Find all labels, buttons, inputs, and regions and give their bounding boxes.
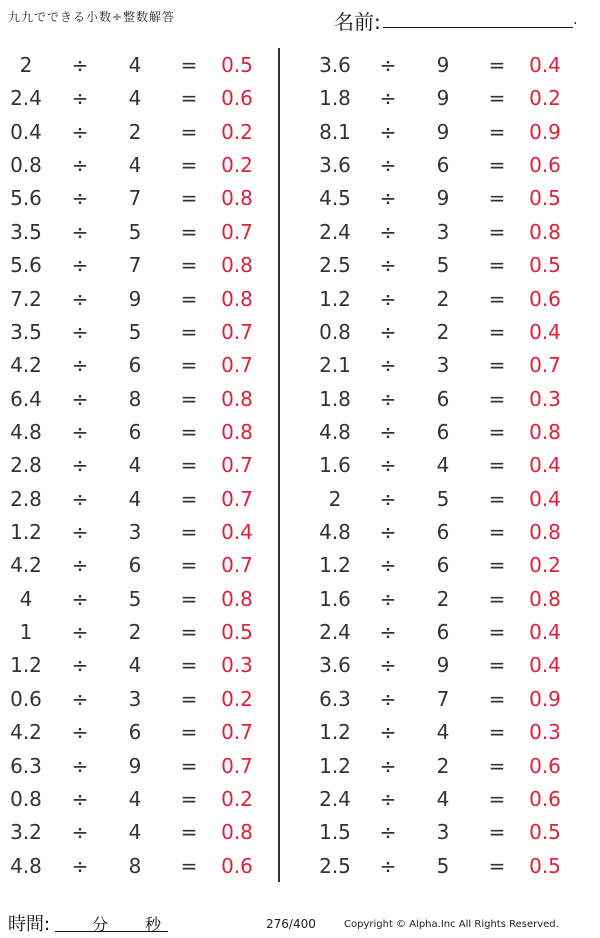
dividend: 1.2 (10, 520, 42, 545)
divisor: 9 (128, 286, 142, 311)
divide-sign: ÷ (379, 253, 397, 278)
dividend: 2.4 (10, 86, 42, 111)
equals-sign: = (180, 253, 198, 278)
dividend: 0.4 (10, 119, 42, 144)
equals-sign: = (180, 520, 198, 545)
equals-sign: = (180, 86, 198, 111)
divide-sign: ÷ (71, 453, 89, 478)
equals-sign: = (488, 253, 506, 278)
divisor: 4 (128, 53, 142, 77)
divide-sign: ÷ (379, 486, 397, 511)
equals-sign: = (488, 286, 506, 311)
dividend: 7.2 (10, 286, 42, 311)
equals-sign: = (488, 620, 506, 645)
equals-sign: = (488, 419, 506, 444)
dividend: 3.6 (319, 653, 351, 678)
dividend: 1.2 (319, 286, 351, 311)
answer: 0.4 (529, 486, 561, 511)
divide-sign: ÷ (379, 586, 397, 611)
answer: 0.4 (221, 520, 253, 545)
divisor: 9 (436, 119, 450, 144)
divisor: 6 (128, 553, 142, 578)
divisor: 6 (436, 520, 450, 545)
dividend: 1.8 (319, 86, 351, 111)
equals-sign: = (488, 586, 506, 611)
answer: 0.7 (221, 219, 253, 244)
column-divider (278, 48, 280, 882)
equals-sign: = (180, 853, 198, 878)
divisor: 4 (128, 486, 142, 511)
divisor: 4 (128, 786, 142, 811)
equals-sign: = (488, 720, 506, 745)
time-label: 時間: (8, 914, 51, 935)
divide-sign: ÷ (379, 786, 397, 811)
divisor: 6 (436, 153, 450, 178)
equals-sign: = (180, 620, 198, 645)
answer: 0.7 (221, 319, 253, 344)
divisor: 9 (436, 86, 450, 111)
dividend: 2.4 (319, 786, 351, 811)
divisor: 4 (436, 786, 450, 811)
divide-sign: ÷ (71, 353, 89, 378)
divide-sign: ÷ (379, 153, 397, 178)
equals-sign: = (180, 53, 198, 77)
divisor: 2 (128, 620, 142, 645)
answer: 0.2 (221, 686, 253, 711)
divisor: 5 (436, 486, 450, 511)
answer: 0.8 (221, 253, 253, 278)
equals-sign: = (488, 353, 506, 378)
divisor: 6 (436, 553, 450, 578)
answer: 0.4 (529, 453, 561, 478)
divide-sign: ÷ (379, 520, 397, 545)
equals-sign: = (180, 153, 198, 178)
dividend: 1.2 (319, 720, 351, 745)
answer: 0.7 (221, 753, 253, 778)
divide-sign: ÷ (71, 219, 89, 244)
divisor: 6 (436, 419, 450, 444)
equals-sign: = (180, 753, 198, 778)
divisor: 8 (128, 853, 142, 878)
answer: 0.7 (221, 486, 253, 511)
divide-sign: ÷ (71, 319, 89, 344)
equals-sign: = (488, 186, 506, 211)
equals-sign: = (180, 219, 198, 244)
dividend: 2.1 (319, 353, 351, 378)
dividend: 1 (19, 620, 33, 645)
divisor: 7 (436, 686, 450, 711)
divide-sign: ÷ (71, 253, 89, 278)
divisor: 5 (128, 219, 142, 244)
answer: 0.8 (221, 419, 253, 444)
dividend: 2.8 (10, 486, 42, 511)
divisor: 9 (436, 653, 450, 678)
dividend: 3.6 (319, 153, 351, 178)
dividend: 4.8 (319, 419, 351, 444)
equals-sign: = (180, 586, 198, 611)
divisor: 2 (436, 319, 450, 344)
minutes-label: 分 (92, 915, 109, 934)
divisor: 8 (128, 386, 142, 411)
answer: 0.8 (221, 386, 253, 411)
answer: 0.4 (529, 53, 561, 77)
equals-sign: = (180, 119, 198, 144)
answer: 0.8 (221, 286, 253, 311)
divisor: 6 (436, 620, 450, 645)
divide-sign: ÷ (379, 53, 397, 77)
divide-sign: ÷ (379, 753, 397, 778)
answer: 0.6 (221, 853, 253, 878)
equals-sign: = (488, 686, 506, 711)
equals-sign: = (180, 820, 198, 845)
answer: 0.3 (221, 653, 253, 678)
equals-sign: = (488, 853, 506, 878)
dividend: 2.5 (319, 853, 351, 878)
divide-sign: ÷ (71, 653, 89, 678)
equals-sign: = (180, 353, 198, 378)
answer: 0.5 (221, 53, 253, 77)
answer: 0.8 (529, 419, 561, 444)
name-label: 名前: (334, 10, 381, 34)
equals-sign: = (180, 786, 198, 811)
name-end-dot: . (573, 12, 578, 28)
divide-sign: ÷ (379, 820, 397, 845)
answer: 0.2 (221, 119, 253, 144)
answer: 0.8 (221, 186, 253, 211)
answer: 0.5 (529, 820, 561, 845)
answer: 0.8 (529, 219, 561, 244)
dividend: 0.8 (10, 153, 42, 178)
dividend: 2.8 (10, 453, 42, 478)
divisor: 3 (436, 820, 450, 845)
dividend: 4.8 (10, 419, 42, 444)
dividend: 4.2 (10, 353, 42, 378)
dividend: 3.5 (10, 219, 42, 244)
divide-sign: ÷ (379, 419, 397, 444)
divide-sign: ÷ (379, 853, 397, 878)
dividend: 1.5 (319, 820, 351, 845)
divide-sign: ÷ (71, 53, 89, 77)
answer: 0.6 (221, 86, 253, 111)
equals-sign: = (180, 653, 198, 678)
answer: 0.7 (221, 353, 253, 378)
worksheet-title: 九九でできる小数÷整数解答 (8, 10, 176, 24)
dividend: 1.2 (319, 553, 351, 578)
page-number: 276/400 (266, 917, 316, 931)
answer: 0.6 (529, 286, 561, 311)
divide-sign: ÷ (71, 486, 89, 511)
dividend: 4.2 (10, 720, 42, 745)
divisor: 6 (436, 386, 450, 411)
equals-sign: = (180, 553, 198, 578)
divide-sign: ÷ (71, 786, 89, 811)
divisor: 3 (436, 353, 450, 378)
divide-sign: ÷ (379, 620, 397, 645)
divisor: 5 (128, 319, 142, 344)
answer: 0.2 (529, 553, 561, 578)
dividend: 1.6 (319, 453, 351, 478)
divisor: 5 (436, 253, 450, 278)
divide-sign: ÷ (379, 119, 397, 144)
divide-sign: ÷ (71, 419, 89, 444)
equals-sign: = (488, 486, 506, 511)
dividend: 5.6 (10, 186, 42, 211)
divide-sign: ÷ (71, 686, 89, 711)
answer: 0.4 (529, 319, 561, 344)
seconds-label: 秒 (145, 915, 162, 934)
divide-sign: ÷ (379, 720, 397, 745)
dividend: 4.8 (319, 520, 351, 545)
divisor: 6 (128, 419, 142, 444)
answer: 0.4 (529, 653, 561, 678)
answer: 0.9 (529, 686, 561, 711)
equals-sign: = (180, 419, 198, 444)
dividend: 8.1 (319, 119, 351, 144)
divide-sign: ÷ (379, 553, 397, 578)
equals-sign: = (488, 820, 506, 845)
dividend: 0.8 (10, 786, 42, 811)
answer: 0.6 (529, 753, 561, 778)
answer: 0.4 (529, 620, 561, 645)
answer: 0.7 (529, 353, 561, 378)
dividend: 2 (328, 486, 342, 511)
dividend: 6.3 (319, 686, 351, 711)
divisor: 9 (128, 753, 142, 778)
dividend: 1.2 (10, 653, 42, 678)
dividend: 5.6 (10, 253, 42, 278)
equals-sign: = (488, 520, 506, 545)
equals-sign: = (488, 386, 506, 411)
divide-sign: ÷ (379, 353, 397, 378)
dividend: 3.6 (319, 53, 351, 77)
divide-sign: ÷ (379, 686, 397, 711)
equals-sign: = (488, 786, 506, 811)
answer: 0.2 (529, 86, 561, 111)
divisor: 3 (128, 686, 142, 711)
divisor: 2 (128, 119, 142, 144)
equals-sign: = (180, 286, 198, 311)
dividend: 6.4 (10, 386, 42, 411)
divisor: 4 (128, 86, 142, 111)
divide-sign: ÷ (71, 586, 89, 611)
equals-sign: = (488, 453, 506, 478)
name-line (383, 27, 573, 28)
divisor: 3 (436, 219, 450, 244)
divide-sign: ÷ (379, 386, 397, 411)
divide-sign: ÷ (379, 319, 397, 344)
equals-sign: = (488, 319, 506, 344)
divisor: 4 (128, 653, 142, 678)
dividend: 4 (19, 586, 33, 611)
divide-sign: ÷ (71, 286, 89, 311)
divide-sign: ÷ (71, 753, 89, 778)
divisor: 6 (128, 720, 142, 745)
equals-sign: = (488, 553, 506, 578)
divide-sign: ÷ (71, 386, 89, 411)
divisor: 9 (436, 186, 450, 211)
equals-sign: = (488, 219, 506, 244)
dividend: 4.5 (319, 186, 351, 211)
equals-sign: = (180, 486, 198, 511)
equals-sign: = (180, 686, 198, 711)
answer: 0.8 (221, 820, 253, 845)
divisor: 5 (128, 586, 142, 611)
divide-sign: ÷ (379, 219, 397, 244)
equals-sign: = (180, 186, 198, 211)
equals-sign: = (488, 86, 506, 111)
dividend: 2.4 (319, 219, 351, 244)
answer: 0.2 (221, 153, 253, 178)
divisor: 4 (436, 720, 450, 745)
divide-sign: ÷ (71, 620, 89, 645)
equals-sign: = (488, 153, 506, 178)
divisor: 4 (128, 453, 142, 478)
dividend: 1.6 (319, 586, 351, 611)
answer: 0.3 (529, 386, 561, 411)
answer: 0.8 (529, 520, 561, 545)
dividend: 3.2 (10, 820, 42, 845)
equals-sign: = (180, 720, 198, 745)
divisor: 2 (436, 586, 450, 611)
equals-sign: = (488, 753, 506, 778)
equals-sign: = (488, 53, 506, 77)
answer: 0.7 (221, 720, 253, 745)
answer: 0.8 (529, 586, 561, 611)
divide-sign: ÷ (71, 520, 89, 545)
divisor: 6 (128, 353, 142, 378)
divisor: 4 (128, 820, 142, 845)
equals-sign: = (488, 653, 506, 678)
divide-sign: ÷ (379, 653, 397, 678)
dividend: 0.8 (319, 319, 351, 344)
answer: 0.8 (221, 586, 253, 611)
answer: 0.7 (221, 453, 253, 478)
equals-sign: = (488, 119, 506, 144)
answer: 0.5 (529, 186, 561, 211)
divisor: 4 (128, 153, 142, 178)
divide-sign: ÷ (71, 820, 89, 845)
divisor: 4 (436, 453, 450, 478)
equals-sign: = (180, 453, 198, 478)
answer: 0.2 (221, 786, 253, 811)
divisor: 7 (128, 186, 142, 211)
equals-sign: = (180, 319, 198, 344)
answer: 0.5 (529, 853, 561, 878)
dividend: 2.5 (319, 253, 351, 278)
dividend: 4.8 (10, 853, 42, 878)
divisor: 7 (128, 253, 142, 278)
divisor: 3 (128, 520, 142, 545)
dividend: 2 (19, 53, 33, 77)
divide-sign: ÷ (379, 286, 397, 311)
dividend: 4.2 (10, 553, 42, 578)
answer: 0.3 (529, 720, 561, 745)
answer: 0.6 (529, 786, 561, 811)
equals-sign: = (180, 386, 198, 411)
dividend: 1.2 (319, 753, 351, 778)
divide-sign: ÷ (379, 453, 397, 478)
divisor: 2 (436, 753, 450, 778)
dividend: 0.6 (10, 686, 42, 711)
answer: 0.6 (529, 153, 561, 178)
divisor: 9 (436, 53, 450, 77)
divide-sign: ÷ (379, 186, 397, 211)
dividend: 2.4 (319, 620, 351, 645)
divide-sign: ÷ (71, 119, 89, 144)
divisor: 2 (436, 286, 450, 311)
divide-sign: ÷ (71, 853, 89, 878)
divide-sign: ÷ (379, 86, 397, 111)
answer: 0.7 (221, 553, 253, 578)
divide-sign: ÷ (71, 720, 89, 745)
divide-sign: ÷ (71, 186, 89, 211)
divide-sign: ÷ (71, 553, 89, 578)
divide-sign: ÷ (71, 86, 89, 111)
answer: 0.5 (221, 620, 253, 645)
dividend: 3.5 (10, 319, 42, 344)
dividend: 1.8 (319, 386, 351, 411)
dividend: 6.3 (10, 753, 42, 778)
divisor: 5 (436, 853, 450, 878)
answer: 0.9 (529, 119, 561, 144)
copyright: Copyright © Alpha.Inc All Rights Reserved. (344, 919, 559, 930)
divide-sign: ÷ (71, 153, 89, 178)
answer: 0.5 (529, 253, 561, 278)
